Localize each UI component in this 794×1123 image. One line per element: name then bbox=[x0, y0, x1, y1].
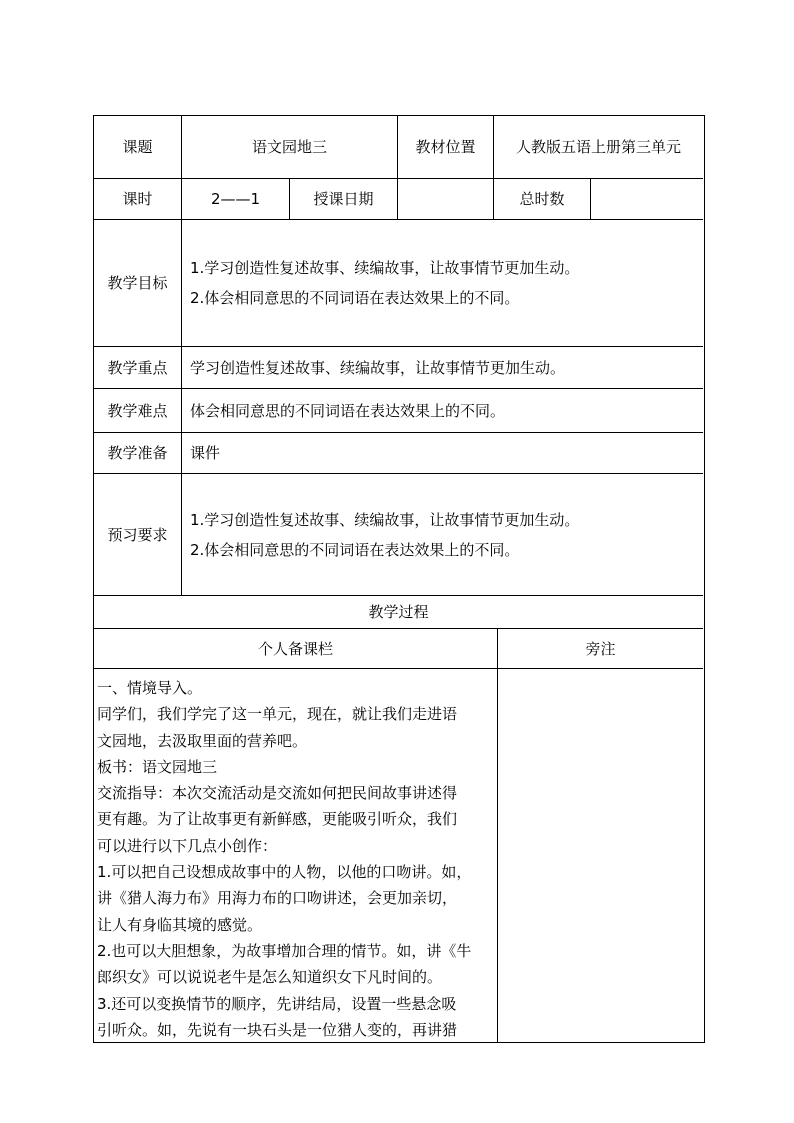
preparation-label: 教学准备 bbox=[107, 444, 168, 462]
preview-line-2: 2.体会相同意思的不同词语在表达效果上的不同。 bbox=[190, 540, 520, 559]
body-line: 让人有身临其境的感觉。 bbox=[97, 915, 263, 934]
key-point-value: 学习创造性复述故事、续编故事，让故事情节更加生动。 bbox=[190, 358, 566, 377]
date-value bbox=[398, 179, 493, 219]
objectives-line-1: 1.学习创造性复述故事、续编故事，让故事情节更加生动。 bbox=[190, 259, 580, 277]
objectives-label: 教学目标 bbox=[107, 274, 168, 292]
topic-label: 课题 bbox=[122, 138, 153, 156]
body-line: 交流指导：本次交流活动是交流如何把民间故事讲述得 bbox=[97, 784, 458, 803]
personal-notes-body bbox=[94, 669, 497, 1042]
objectives-content bbox=[182, 220, 703, 346]
preparation-value: 课件 bbox=[190, 444, 221, 462]
body-line: 1.可以把自己设想成故事中的人物，以他的口吻讲。如， bbox=[97, 863, 472, 882]
body-line: 同学们，我们学完了这一单元，现在，就让我们走进语 bbox=[97, 705, 458, 724]
location-label: 教材位置 bbox=[415, 138, 476, 156]
difficulty-value: 体会相同意思的不同词语在表达效果上的不同。 bbox=[190, 401, 506, 420]
body-line: 3.还可以变换情节的顺序，先讲结局，设置一些悬念吸 bbox=[97, 994, 457, 1013]
preview-content bbox=[182, 474, 703, 595]
objectives-line-2: 2.体会相同意思的不同词语在表达效果上的不同。 bbox=[190, 289, 520, 307]
body-line: 更有趣。为了让故事更有新鲜感，更能吸引听众，我们 bbox=[97, 810, 458, 829]
process-title: 教学过程 bbox=[368, 603, 429, 621]
personal-column-header: 个人备课栏 bbox=[257, 639, 333, 658]
body-line: 郎织女》可以说说老牛是怎么知道织女下凡时间的。 bbox=[97, 968, 443, 987]
total-value bbox=[591, 179, 703, 219]
topic-value: 语文园地三 bbox=[251, 138, 327, 156]
body-line: 引听众。如，先说有一块石头是一位猎人变的，再讲猎 bbox=[97, 1020, 458, 1039]
difficulty-label: 教学难点 bbox=[107, 401, 168, 420]
period-label: 课时 bbox=[122, 190, 153, 208]
body-line: 2.也可以大胆想象，为故事增加合理的情节。如，讲《牛 bbox=[97, 941, 472, 960]
side-notes-body bbox=[498, 669, 703, 1042]
notes-column-header: 旁注 bbox=[585, 639, 616, 658]
lesson-plan-table bbox=[93, 115, 705, 1043]
body-line: 可以进行以下几点小创作： bbox=[97, 836, 278, 855]
body-line: 讲《猎人海力布》用海力布的口吻讲述，会更加亲切， bbox=[97, 889, 458, 908]
key-point-label: 教学重点 bbox=[107, 358, 168, 377]
preview-label: 预习要求 bbox=[107, 525, 168, 544]
period-value: 2——1 bbox=[210, 190, 261, 208]
location-value: 人教版五语上册第三单元 bbox=[515, 138, 681, 156]
body-line: 一、情境导入。 bbox=[97, 679, 203, 697]
body-line: 板书：语文园地三 bbox=[97, 757, 218, 776]
body-line: 文园地，去汲取里面的营养吧。 bbox=[97, 731, 308, 750]
total-label: 总时数 bbox=[519, 190, 565, 208]
date-label: 授课日期 bbox=[313, 190, 374, 208]
preview-line-1: 1.学习创造性复述故事、续编故事，让故事情节更加生动。 bbox=[190, 510, 580, 529]
lesson-body-text bbox=[97, 675, 492, 1042]
